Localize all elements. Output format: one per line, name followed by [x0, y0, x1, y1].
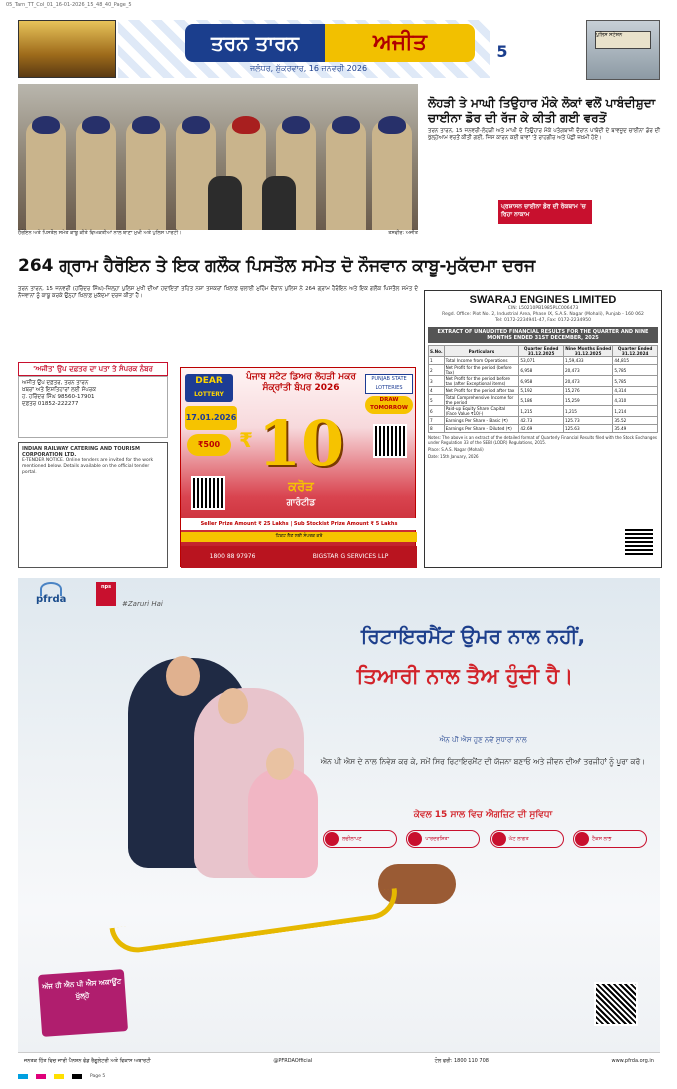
info-line: ਦਫ਼ਤਰ 01852-222277 — [22, 401, 79, 407]
benefit-icon — [575, 832, 589, 846]
bottom-slug — [18, 1072, 660, 1080]
lottery-qr-code — [191, 476, 225, 510]
lottery-headline: ਪੰਜਾਬ ਸਟੇਟ ਡਿਅਰ ਲੋਹੜੀ ਮਕਰ ਸੰਕ੍ਰਾਂਤੀ ਬੰਪਰ 2026 — [246, 372, 356, 393]
masthead-date: ਜਲੰਧਰ, ਸ਼ੁੱਕਰਵਾਰ, 16 ਜਨਵਰੀ 2026 — [250, 64, 368, 73]
masthead-temple-image — [18, 20, 116, 78]
nps-benefit: ਟੈਕਸ ਲਾਭ — [573, 830, 647, 848]
registration-swatch — [36, 1074, 46, 1079]
lottery-guaranteed: ਗਾਰੰਟੀਡ — [286, 498, 316, 508]
table-row: 3 Net Profit for the period before tax (after Exceptional items) 6,958 20,473 5,785 — [429, 376, 658, 387]
side-story-headline: ਲੋਹੜੀ ਤੇ ਮਾਘੀ ਤਿਉਹਾਰ ਮੌਕੇ ਲੋਕਾਂ ਵਲੋਂ ਪਾਬੰਦੀਸ਼ੁਦਾ ਚਾਈਨਾ ਡੋਰ ਦੀ ਰੱਜ ਕੇ ਕੀਤੀ ਗਈ ਵਰਤੋਂ — [428, 96, 656, 125]
registration-swatch — [72, 1074, 82, 1079]
tender-body: E-TENDER NOTICE. Online tenders are invited for the work mentioned below. Details available on the official tender portal. — [22, 458, 154, 475]
lottery-date: 17.01.2026 — [185, 406, 237, 430]
table-header-row: S.No. Particulars Quarter Ended 31.12.2025 Nine Months Ended 31.12.2025 Quarter Ended 31.12.2024 — [429, 346, 658, 357]
tender-title: INDIAN RAILWAY CATERING AND TOURISM CORPORATION LTD. — [22, 446, 140, 458]
nps-headline-1: ਰਿਟਾਇਰਮੈਂਟ ਉਮਰ ਨਾਲ ਨਹੀਂ, — [360, 624, 586, 648]
table-row: 1 Total Income from Operations 53,071 1,59,433 44,815 — [429, 357, 658, 365]
tender-notice — [18, 442, 168, 568]
scene-face — [166, 656, 200, 696]
info-line: ਅਜੀਤ ਉਪ ਦਫ਼ਤਰ, ਤਰਨ ਤਾਰਨ — [22, 380, 89, 386]
photo-caption: ਹੈਰੋਇਨ ਅਤੇ ਪਿਸਤੌਲ ਸਮੇਤ ਕਾਬੂ ਕੀਤੇ ਵਿਅਕਤੀਆਂ ਨਾਲ ਥਾਣਾ ਮੁਖੀ ਅਤੇ ਪੁਲਿਸ ਪਾਰਟੀ। ਤਸਵੀਰ: ਅਜੀਤ — [18, 230, 418, 236]
info-box — [18, 376, 168, 438]
table-row: 8 Earnings Per Share - Diluted (₹) 42.69 125.63 35.49 — [429, 425, 658, 433]
figure-officer — [372, 120, 412, 230]
lottery-crore: ਕਰੋੜ — [288, 480, 314, 495]
lottery-prize-strip: Seller Prize Amount ₹ 25 Lakhs | Sub Stockist Prize Amount ₹ 5 Lakhs — [181, 518, 417, 530]
info-line: ਖ਼ਬਰਾਂ ਅਤੇ ਇਸ਼ਤਿਹਾਰਾਂ ਲਈ ਸੰਪਰਕ — [22, 387, 96, 393]
info-box-title: 'ਅਜੀਤ' ਉਪ ਦਫ਼ਤਰ ਦਾ ਪਤਾ ਤੇ ਸੰਪਰਕ ਨੰਬਰ — [18, 362, 168, 376]
lottery-draw-badge: DRAW TOMORROW — [365, 396, 413, 414]
nps-subline-1: ਐਨ ਪੀ ਐਸ ਹੁਣ ਨਵੇਂ ਸੁਧਾਰਾਂ ਨਾਲ — [439, 736, 527, 744]
figure-accused — [208, 176, 242, 230]
swaraj-date: Date: 15th January, 2026 — [428, 454, 479, 459]
masthead-photo-sign: ਪੁਲਿਸ ਸਟੇਸ਼ਨ — [595, 31, 651, 49]
swaraj-qr-code — [625, 527, 653, 555]
lottery-footer — [181, 546, 417, 568]
lottery-brand: DEAR LOTTERY — [185, 374, 233, 402]
news-photo-police — [18, 84, 418, 230]
pfrda-label: pfrda — [36, 594, 67, 605]
footer-issuer: ਜਨਤਕ ਹਿੱਤ ਵਿਚ ਜਾਰੀ ਪੈਨਸ਼ਨ ਫੰਡ ਰੈਗੂਲੇਟਰੀ ਅਤੇ ਵਿਕਾਸ ਅਥਾਰਟੀ — [24, 1057, 151, 1064]
table-row: 2 Net Profit for the period (before Tax) 6,958 20,473 5,785 — [429, 365, 658, 376]
swaraj-cin: CIN: L50210PB1985PLC006473 — [507, 306, 579, 311]
footer-social: @PFRDAOfficial — [273, 1057, 313, 1064]
nps-qr-code — [594, 982, 638, 1026]
photo-credit: ਤਸਵੀਰ: ਅਜੀਤ — [388, 230, 418, 236]
swaraj-contact: Tel: 0172-2234941-47, Fax: 0172-2234950 — [495, 318, 591, 323]
lottery-services: BIGSTAR G SERVICES LLP — [312, 553, 389, 560]
swaraj-table — [428, 345, 658, 433]
table-row: 5 Total Comprehensive Income for the period 5,186 15,259 4,310 — [429, 395, 658, 406]
masthead-title — [185, 24, 475, 62]
nps-headline-2: ਤਿਆਰੀ ਨਾਲ ਤੈਅ ਹੁੰਦੀ ਹੈ। — [356, 664, 574, 688]
swaraj-address: Regd. Office: Plot No. 2, Industrial Area, Phase IX, S.A.S. Nagar (Mohali), Punjab - 160 062 — [442, 312, 644, 317]
scene-face — [218, 688, 248, 724]
lottery-ad — [180, 367, 416, 567]
masthead-title-right: ਅਜੀਤ — [325, 24, 475, 62]
scene-face — [266, 748, 294, 780]
info-line: ਹ. ਹਰਿੰਦਰ ਸਿੰਘ 98560-17901 — [22, 394, 95, 400]
page-number: 5 — [490, 40, 514, 64]
registration-swatch — [54, 1074, 64, 1079]
scene-girl — [248, 768, 318, 878]
lottery-price: ₹500 — [187, 434, 231, 456]
nps-logo: nps — [96, 582, 116, 606]
page-slug: 05_Tarn_TT_Col_01_16-01-2026_15_48_40_Page_5 — [6, 2, 132, 8]
swaraj-notes: Notes: The above is an extract of the detailed format of Quarterly Financial Results filed with the Stock Exchanges under Regulation 33 of the SEBI (LODR) Regulations, 2015. — [428, 435, 657, 445]
side-story-inset: ਪ੍ਰਸ਼ਾਸਨ ਚਾਈਨਾ ਡੋਰ ਦੀ ਰੋਕਥਾਮ 'ਚ ਰਿਹਾ ਨਾਕਾਮ — [498, 200, 592, 224]
swaraj-band: EXTRACT OF UNAUDITED FINANCIAL RESULTS FOR THE QUARTER AND NINE MONTHS ENDED 31ST DECEMBER, 2025 — [428, 327, 658, 343]
main-story-headline: 264 ਗ੍ਰਾਮ ਹੈਰੋਇਨ ਤੇ ਇਕ ਗਲੌਕ ਪਿਸਤੌਲ ਸਮੇਤ ਦੋ ਨੌਜਵਾਨ ਕਾਬੂ-ਮੁਕੱਦਮਾ ਦਰਜ — [18, 256, 536, 276]
nps-benefit: ਪਾਰਦਰਸ਼ਿਤਾ — [406, 830, 480, 848]
nps-subline-2: ਐਨ ਪੀ ਐਸ ਦੇ ਨਾਲ ਨਿਵੇਸ਼ ਕਰ ਕੇ, ਸਮੇਂ ਸਿਰ ਰਿਟਾਇਰਮੈਂਟ ਦੀ ਯੋਜਨਾ ਬਣਾਓ ਅਤੇ ਜੀਵਨ ਦੀਆਂ ਤਰਜੀਹਾਂ ਨੂੰ ਪੂਰਾ ਕਰੋ। — [320, 757, 646, 766]
swaraj-place: Place: S.A.S. Nagar (Mohali) — [428, 447, 484, 452]
nps-open-account-badge: ਅੱਜ ਹੀ ਐਨ ਪੀ ਐਸ ਅਕਾਊਂਟ ਖੁੱਲ੍ਹੋ — [38, 969, 128, 1037]
lottery-qr-code — [373, 424, 407, 458]
figure-officer — [26, 120, 66, 230]
nps-benefits — [323, 830, 647, 852]
benefit-icon — [325, 832, 339, 846]
figure-officer — [326, 120, 366, 230]
nps-footer — [18, 1052, 660, 1068]
swaraj-results-ad — [424, 290, 662, 568]
scene-sled — [109, 888, 400, 956]
lottery-amount: 10 — [257, 407, 345, 480]
figure-officer — [126, 120, 166, 230]
lottery-contact-strip: ਟਿਕਟ ਲੈਣ ਲਈ ਸੰਪਰਕ ਕਰੋ — [181, 532, 417, 542]
nps-advertisement — [18, 578, 660, 1052]
table-row: 6 Paid-up Equity Share Capital (Face Value ₹10/-) 1,215 1,215 1,214 — [429, 406, 658, 417]
bottom-slug-text: Page 5 — [90, 1073, 106, 1079]
figure-officer — [76, 120, 116, 230]
masthead-title-left: ਤਰਨ ਤਾਰਨ — [185, 24, 325, 62]
main-story-body: ਤਰਨ ਤਾਰਨ, 15 ਜਨਵਰੀ (ਹਰਿੰਦਰ ਸਿੰਘ)-ਜ਼ਿਲ੍ਹਾ ਪੁਲਿਸ ਮੁਖੀ ਦੀਆਂ ਹਦਾਇਤਾਂ ਤਹਿਤ ਨਸ਼ਾ ਤਸਕਰਾਂ ਖ਼ਿਲਾਫ਼ ਚਲਾਈ ਮੁਹਿੰਮ ਦੌਰਾਨ ਪੁਲਿਸ ਨੇ 264 ਗ੍ਰਾਮ ਹੈਰੋਇਨ ਅਤੇ ਇਕ ਗਲੌਕ ਪਿਸਤੌਲ ਸਮੇਤ ਦੋ ਨੌਜਵਾਨਾਂ ਨੂੰ ਕਾਬੂ ਕਰਕੇ ਉਨ੍ਹਾਂ ਖ਼ਿਲਾਫ਼ ਮੁਕੱਦਮਾ ਦਰਜ ਕੀਤਾ ਹੈ। — [18, 286, 418, 300]
masthead-photo — [586, 20, 660, 80]
lottery-helpline: 1800 88 97976 — [209, 553, 256, 560]
footer-toll-free: ਟੋਲ ਫਰੀ: 1800 110 708 — [434, 1057, 489, 1064]
benefit-icon — [492, 832, 506, 846]
footer-website: www.pfrda.org.in — [611, 1057, 654, 1064]
registration-swatch — [18, 1074, 28, 1079]
nps-benefit: ਘੱਟ ਲਾਗਤ — [490, 830, 564, 848]
table-row: 7 Earnings Per Share - Basic (₹) 42.73 125.73 35.52 — [429, 417, 658, 425]
benefit-icon — [408, 832, 422, 846]
figure-accused — [262, 176, 296, 230]
side-story-body: ਤਰਨ ਤਾਰਨ, 15 ਜਨਵਰੀ-ਲੋਹੜੀ ਅਤੇ ਮਾਘੀ ਦੇ ਤਿਉਹਾਰ ਮੌਕੇ ਪਤੰਗਬਾਜ਼ੀ ਦੌਰਾਨ ਪਾਬੰਦੀ ਦੇ ਬਾਵਜੂਦ ਚਾਈਨਾ ਡੋਰ ਦੀ ਖੁੱਲ੍ਹੇਆਮ ਵਰਤੋਂ ਕੀਤੀ ਗਈ, ਜਿਸ ਕਾਰਨ ਕਈ ਥਾਵਾਂ 'ਤੇ ਰਾਹਗੀਰ ਅਤੇ ਪੰਛੀ ਜ਼ਖ਼ਮੀ ਹੋਏ। — [428, 128, 660, 142]
lottery-partner: PUNJAB STATE LOTTERIES — [365, 374, 413, 394]
nps-tagline: #Zaruri Hai — [122, 600, 163, 608]
nps-exit-caption: ਕੇਵਲ 15 ਸਾਲ ਵਿਚ ਐਗਜ਼ਿਟ ਦੀ ਸੁਵਿਧਾ — [413, 810, 553, 820]
lottery-currency: ₹ — [239, 428, 253, 452]
nps-benefit: ਲਚੀਲਾਪਣ — [323, 830, 397, 848]
table-row: 4 Net Profit for the period after tax 5,192 15,276 4,314 — [429, 387, 658, 395]
swaraj-title: SWARAJ ENGINES LIMITED — [469, 294, 617, 306]
